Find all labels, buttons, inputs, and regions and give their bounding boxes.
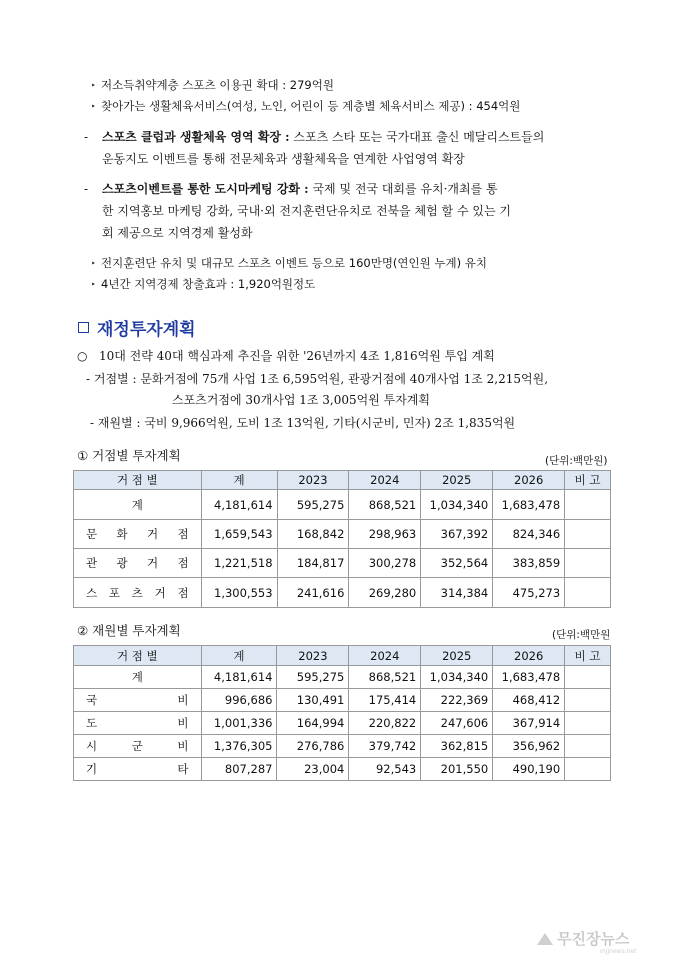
- table-caption: ① 거점별 투자계획: [77, 448, 181, 463]
- bullet-marker: ‣: [91, 280, 96, 289]
- label-char: 화: [116, 527, 128, 541]
- column-header: 비 고: [565, 646, 611, 666]
- column-header: 2023: [277, 471, 349, 490]
- table-cell: 201,550: [421, 758, 493, 781]
- table-header-row: [74, 646, 611, 666]
- bullet-text: 4년간 지역경제 창출효과 : 1,920억원정도: [101, 277, 316, 291]
- table-row: [74, 578, 611, 608]
- table-cell: 4,181,614: [201, 666, 277, 689]
- table-cell: [565, 578, 611, 608]
- section-title: 재정투자계획: [97, 320, 196, 340]
- table-cell: 1,034,340: [421, 490, 493, 520]
- bullet-item: [91, 276, 315, 292]
- table-cell: 1,683,478: [493, 666, 565, 689]
- label-char: 점: [177, 556, 189, 570]
- table-cell: 4,181,614: [201, 490, 277, 520]
- table-header-row: [74, 471, 611, 490]
- table-cell: 241,616: [277, 578, 349, 608]
- table-cell: 1,659,543: [201, 520, 277, 549]
- label-char: 거: [147, 527, 159, 541]
- paragraph-text: 한 지역홍보 마케팅 강화, 국내·외 전지훈련단유치로 전북을 체험 할 수 있는 기: [102, 204, 511, 218]
- by-base-line: - 거점별 : 문화거점에 75개 사업 1조 6,595억원, 관광거점에 40개사업 1조 2,215억원,: [86, 372, 549, 386]
- label-char: 츠: [131, 585, 143, 600]
- table-cell: 379,742: [349, 735, 421, 758]
- circle-marker: ○: [77, 349, 88, 363]
- table-cell: 490,190: [493, 758, 565, 781]
- label-char: 국: [86, 693, 98, 707]
- label-char: 비: [177, 716, 189, 730]
- table-cell: 269,280: [349, 578, 421, 608]
- paragraph-text: 국제 및 전국 대회를 유치·개최를 통: [308, 182, 498, 196]
- column-header: 계: [201, 471, 277, 490]
- paragraph-text: 회 제공으로 지역경제 활성화: [102, 226, 253, 240]
- column-header: 계: [201, 646, 277, 666]
- by-base-line: 스포츠거점에 30개사업 1조 3,005억원 투자계획: [172, 393, 430, 407]
- table-cell: 595,275: [277, 490, 349, 520]
- table-cell: 1,034,340: [421, 666, 493, 689]
- table-cell: 1,221,518: [201, 549, 277, 578]
- column-header: 거 점 별: [74, 471, 202, 490]
- table-cell: 168,842: [277, 520, 349, 549]
- column-header: 2025: [421, 471, 493, 490]
- label-char: 군: [131, 739, 143, 753]
- dash-marker: -: [84, 182, 89, 196]
- bullet-item: [91, 255, 487, 271]
- table-row-total: [74, 490, 611, 520]
- table-cell: [565, 520, 611, 549]
- table-cell: 298,963: [349, 520, 421, 549]
- watermark-text: 무진장뉴스: [557, 930, 630, 948]
- label-char: 스: [86, 585, 98, 600]
- table-cell: 356,962: [493, 735, 565, 758]
- column-header: 2025: [421, 646, 493, 666]
- table-cell: 1,300,553: [201, 578, 277, 608]
- watermark-logo: [537, 928, 629, 949]
- table-cell: 276,786: [277, 735, 349, 758]
- label-char: 광: [116, 556, 128, 570]
- table-row: [74, 758, 611, 781]
- paragraph-sports-club: [84, 126, 544, 170]
- table-cell: 314,384: [421, 578, 493, 608]
- row-label: [74, 735, 202, 758]
- watermark-triangle-icon: [537, 933, 553, 945]
- paragraph-heading: 스포츠 클럽과 생활체육 영역 확장 :: [102, 130, 290, 144]
- summary-text: 10대 전략 40대 핵심과제 추진을 위한 '26년까지 4조 1,816억원 투입 계획: [99, 349, 495, 363]
- table-cell: 1,683,478: [493, 490, 565, 520]
- table-cell: 222,369: [421, 689, 493, 712]
- table-cell: 175,414: [349, 689, 421, 712]
- label-char: 거: [154, 585, 166, 600]
- investment-by-base-table: [73, 470, 611, 608]
- bullet-text: 저소득취약계층 스포츠 이용권 확대 : 279억원: [101, 78, 334, 92]
- table-cell: [565, 735, 611, 758]
- table-cell: 807,287: [201, 758, 277, 781]
- table-cell: 383,859: [493, 549, 565, 578]
- label-char: 비: [177, 739, 189, 753]
- table-row: [74, 520, 611, 549]
- row-label: [74, 689, 202, 712]
- table-cell: 868,521: [349, 490, 421, 520]
- table-row: [74, 689, 611, 712]
- table-cell: 367,392: [421, 520, 493, 549]
- column-header: 2024: [349, 646, 421, 666]
- row-label: [74, 520, 202, 549]
- table-cell: [565, 666, 611, 689]
- bullet-marker: ‣: [91, 259, 96, 268]
- bullet-text: 찾아가는 생활체육서비스(여성, 노인, 어린이 등 계층별 체육서비스 제공) : 454억원: [101, 99, 521, 113]
- table-cell: 824,346: [493, 520, 565, 549]
- label-char: 점: [177, 585, 189, 600]
- section-checkbox-icon: [78, 322, 89, 333]
- table-cell: [565, 689, 611, 712]
- row-label: [74, 712, 202, 735]
- bullet-text: 전지훈련단 유치 및 대규모 스포츠 이벤트 등으로 160만명(연인원 누계) 유치: [101, 256, 487, 270]
- table-row-total: [74, 666, 611, 689]
- table-caption: ② 재원별 투자계획: [77, 623, 181, 638]
- column-header: 2026: [493, 471, 565, 490]
- investment-by-source-table: [73, 645, 611, 781]
- table-row: [74, 549, 611, 578]
- table-cell: [565, 758, 611, 781]
- row-label: 계: [74, 490, 202, 520]
- table-cell: 362,815: [421, 735, 493, 758]
- dash-marker: -: [84, 130, 89, 144]
- paragraph-text: 운동지도 이벤트를 통해 전문체육과 생활체육을 연계한 사업영역 확장: [102, 152, 465, 166]
- column-header: 2026: [493, 646, 565, 666]
- label-char: 기: [86, 762, 98, 776]
- label-char: 문: [86, 527, 98, 541]
- label-char: 관: [86, 556, 98, 570]
- table-cell: 164,994: [277, 712, 349, 735]
- row-label: [74, 549, 202, 578]
- table-cell: 468,412: [493, 689, 565, 712]
- table-row: [74, 712, 611, 735]
- column-header: 비 고: [565, 471, 611, 490]
- table-cell: [565, 549, 611, 578]
- table-row: [74, 735, 611, 758]
- label-char: 포: [108, 585, 120, 600]
- column-header: 거 점 별: [74, 646, 202, 666]
- row-label: [74, 578, 202, 608]
- label-char: 비: [177, 693, 189, 707]
- table-cell: 595,275: [277, 666, 349, 689]
- bullet-item: [91, 77, 334, 93]
- table-cell: 184,817: [277, 549, 349, 578]
- summary-line: [77, 347, 495, 364]
- label-char: 도: [86, 716, 98, 730]
- table-cell: 868,521: [349, 666, 421, 689]
- paragraph-city-marketing: [84, 178, 511, 244]
- watermark-url: mjjnews.net: [600, 948, 637, 955]
- table-cell: 300,278: [349, 549, 421, 578]
- table-unit: (단위:백만원: [552, 629, 611, 641]
- table-cell: 247,606: [421, 712, 493, 735]
- label-char: 타: [177, 762, 189, 776]
- bullet-marker: ‣: [91, 102, 96, 111]
- table-cell: 996,686: [201, 689, 277, 712]
- table-cell: 475,273: [493, 578, 565, 608]
- row-label: 계: [74, 666, 202, 689]
- table-cell: 23,004: [277, 758, 349, 781]
- column-header: 2024: [349, 471, 421, 490]
- table-cell: [565, 490, 611, 520]
- by-source-line: - 재원별 : 국비 9,966억원, 도비 1조 13억원, 기타(시군비, 민자) 2조 1,835억원: [90, 416, 516, 430]
- table-cell: 92,543: [349, 758, 421, 781]
- bullet-marker: ‣: [91, 81, 96, 90]
- bullet-item: [91, 98, 520, 114]
- row-label: [74, 758, 202, 781]
- paragraph-text: 스포츠 스타 또는 국가대표 출신 메달리스트들의: [289, 130, 545, 144]
- label-char: 시: [86, 739, 98, 753]
- table-cell: 1,376,305: [201, 735, 277, 758]
- table-cell: 352,564: [421, 549, 493, 578]
- column-header: 2023: [277, 646, 349, 666]
- table-unit: (단위:백만원): [545, 455, 608, 467]
- label-char: 거: [147, 556, 159, 570]
- table-cell: 220,822: [349, 712, 421, 735]
- table-cell: 367,914: [493, 712, 565, 735]
- paragraph-heading: 스포츠이벤트를 통한 도시마케팅 강화 :: [102, 182, 309, 196]
- table-cell: [565, 712, 611, 735]
- table-cell: 130,491: [277, 689, 349, 712]
- table-cell: 1,001,336: [201, 712, 277, 735]
- label-char: 점: [177, 527, 189, 541]
